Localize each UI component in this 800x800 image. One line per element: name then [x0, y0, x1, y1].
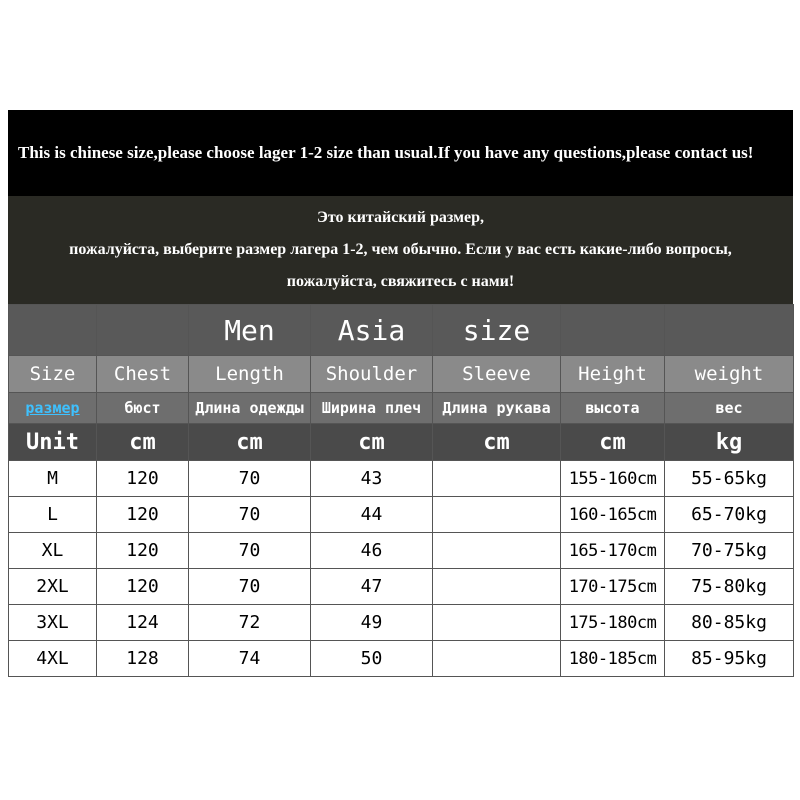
unit-label: Unit: [9, 424, 97, 461]
cell-length: 70: [189, 497, 311, 533]
cell-length: 70: [189, 569, 311, 605]
title-row: [9, 305, 794, 356]
russian-notice-line-1: Это китайский размер,: [317, 209, 484, 226]
cell-sleeve: [433, 605, 561, 641]
title-word-asia: Asia: [311, 305, 433, 356]
cell-shoulder: 47: [311, 569, 433, 605]
header-sleeve: Sleeve: [433, 356, 561, 393]
cell-sleeve: [433, 569, 561, 605]
unit-shoulder: cm: [311, 424, 433, 461]
cell-weight: 80-85kg: [665, 605, 794, 641]
cell-weight: 55-65kg: [665, 461, 794, 497]
header-ru-shoulder: Ширина плеч: [311, 393, 433, 424]
title-word-men: Men: [189, 305, 311, 356]
title-word-size: size: [433, 305, 561, 356]
cell-size: 4XL: [9, 641, 97, 677]
header-shoulder: Shoulder: [311, 356, 433, 393]
cell-shoulder: 50: [311, 641, 433, 677]
unit-chest: cm: [97, 424, 189, 461]
header-ru-weight: вес: [665, 393, 794, 424]
cell-length: 72: [189, 605, 311, 641]
cell-chest: 120: [97, 533, 189, 569]
cell-weight: 85-95kg: [665, 641, 794, 677]
cell-weight: 75-80kg: [665, 569, 794, 605]
cell-sleeve: [433, 497, 561, 533]
russian-notice-line-3: пожалуйста, свяжитесь с нами!: [286, 273, 515, 290]
english-notice-banner: [8, 110, 793, 196]
header-height: Height: [561, 356, 665, 393]
english-header-row: [9, 356, 794, 393]
unit-sleeve: cm: [433, 424, 561, 461]
cell-shoulder: 44: [311, 497, 433, 533]
cell-weight: 65-70kg: [665, 497, 794, 533]
cell-size: M: [9, 461, 97, 497]
header-size: Size: [9, 356, 97, 393]
cell-chest: 128: [97, 641, 189, 677]
table-row: [9, 605, 794, 641]
cell-chest: 120: [97, 569, 189, 605]
cell-size: 3XL: [9, 605, 97, 641]
header-chest: Chest: [97, 356, 189, 393]
size-chart-table: [8, 304, 794, 677]
cell-length: 70: [189, 461, 311, 497]
title-cell-empty: [665, 305, 794, 356]
cell-chest: 120: [97, 461, 189, 497]
russian-notice-banner: [8, 196, 793, 304]
table-row: [9, 533, 794, 569]
header-weight: weight: [665, 356, 794, 393]
cell-height: 160-165cm: [561, 497, 665, 533]
table-row: [9, 461, 794, 497]
cell-sleeve: [433, 641, 561, 677]
table-row: [9, 497, 794, 533]
title-cell-empty: [561, 305, 665, 356]
cell-length: 70: [189, 533, 311, 569]
cell-sleeve: [433, 461, 561, 497]
cell-height: 180-185cm: [561, 641, 665, 677]
cell-weight: 70-75kg: [665, 533, 794, 569]
cell-size: L: [9, 497, 97, 533]
table-row: [9, 641, 794, 677]
unit-row: [9, 424, 794, 461]
header-ru-length: Длина одежды: [189, 393, 311, 424]
header-ru-chest: бюст: [97, 393, 189, 424]
header-length: Length: [189, 356, 311, 393]
cell-chest: 124: [97, 605, 189, 641]
cell-height: 175-180cm: [561, 605, 665, 641]
russian-notice-line-2: пожалуйста, выберите размер лагера 1-2, чем обычно. Если у вас есть какие-либо вопросы,: [69, 241, 732, 258]
cell-shoulder: 49: [311, 605, 433, 641]
cell-size: 2XL: [9, 569, 97, 605]
cell-height: 170-175cm: [561, 569, 665, 605]
russian-header-row: [9, 393, 794, 424]
cell-length: 74: [189, 641, 311, 677]
cell-shoulder: 43: [311, 461, 433, 497]
table-row: [9, 569, 794, 605]
cell-sleeve: [433, 533, 561, 569]
title-cell-empty: [9, 305, 97, 356]
cell-size: XL: [9, 533, 97, 569]
header-ru-size: размер: [9, 393, 97, 424]
cell-height: 165-170cm: [561, 533, 665, 569]
header-ru-sleeve: Длина рукава: [433, 393, 561, 424]
cell-shoulder: 46: [311, 533, 433, 569]
unit-length: cm: [189, 424, 311, 461]
unit-height: cm: [561, 424, 665, 461]
cell-height: 155-160cm: [561, 461, 665, 497]
header-ru-height: высота: [561, 393, 665, 424]
unit-weight: kg: [665, 424, 794, 461]
cell-chest: 120: [97, 497, 189, 533]
english-notice-text: This is chinese size,please choose lager 1-2 size than usual.If you have any questions,please contact us!: [18, 143, 754, 162]
title-cell-empty: [97, 305, 189, 356]
